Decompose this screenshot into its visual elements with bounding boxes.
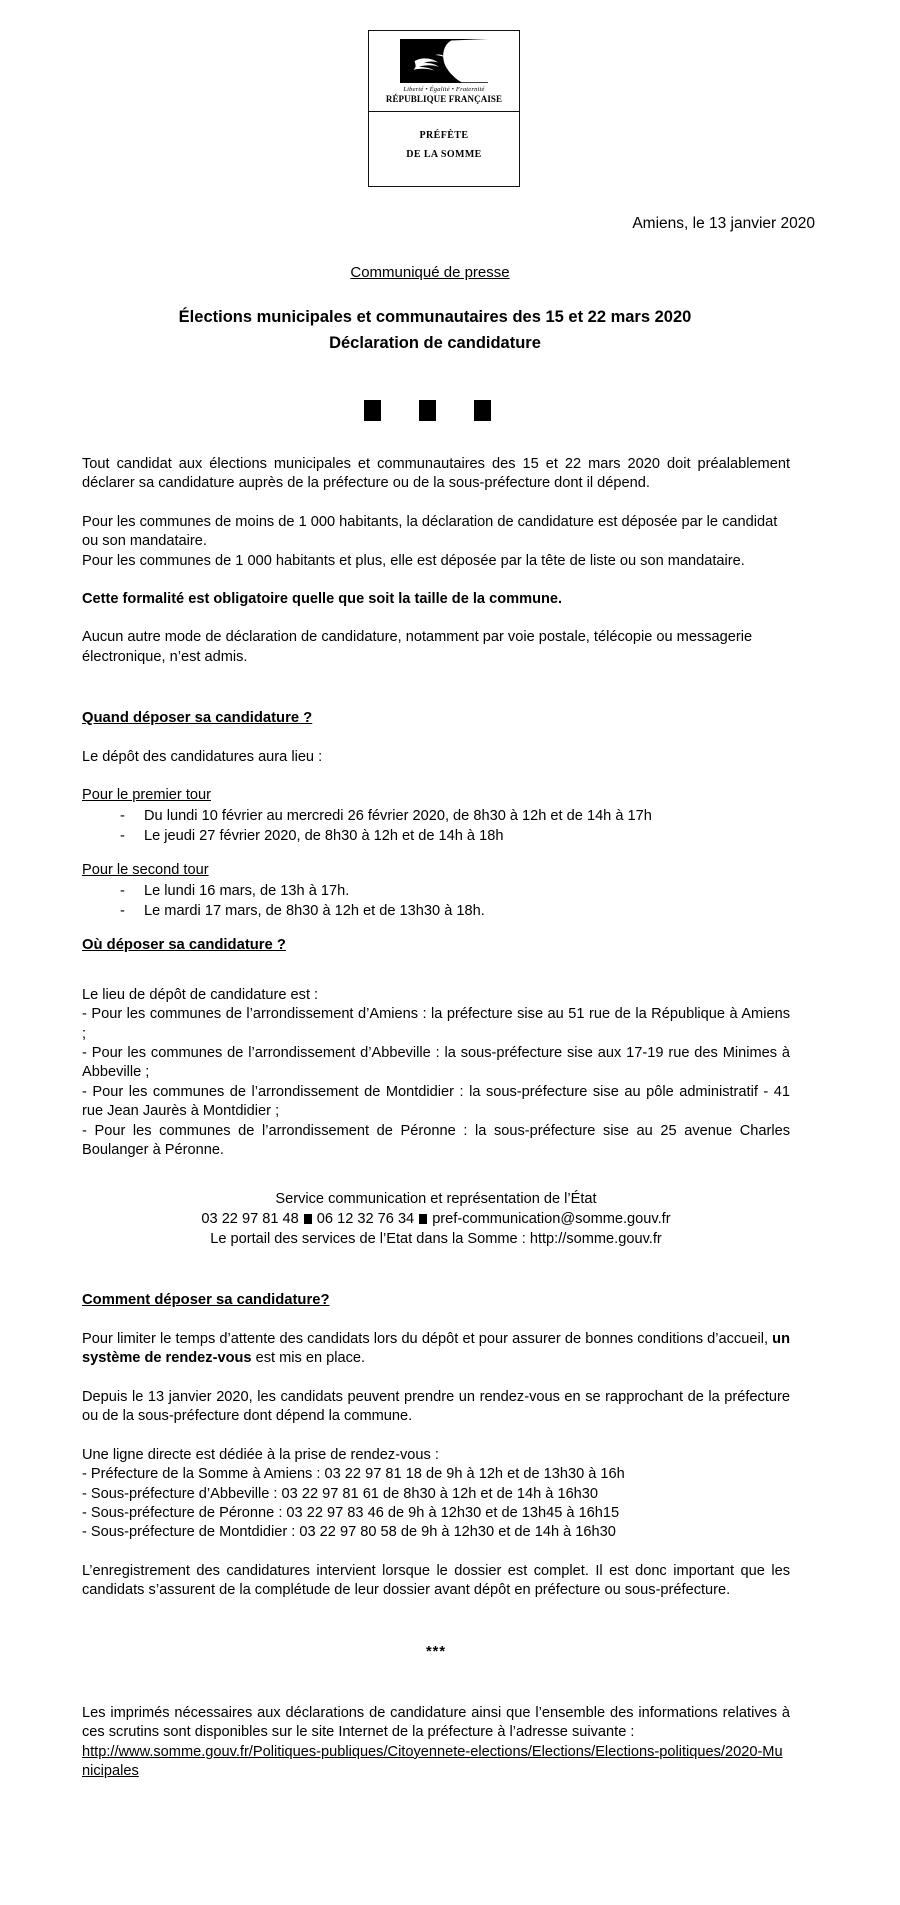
title-line-2: Déclaration de candidature	[329, 333, 541, 352]
title-line-1: Élections municipales et communautaires des 15 et 22 mars 2020	[178, 308, 692, 326]
prefete-label: PRÉFÈTE	[419, 130, 469, 142]
contact-block	[82, 1190, 790, 1249]
list-item: - Du lundi 10 février au mercredi 26 février 2020, de 8h30 à 12h et de 14h à 17h	[82, 806, 790, 827]
ou-item: - Pour les communes de l’arrondissement de Montdidier : la sous-préfecture sise au pôle administratif - 41 rue Jean Jaurès à Montdidier ;	[82, 1083, 790, 1120]
intro-paragraph-bold: Cette formalité est obligatoire quelle que soit la taille de la commune.	[82, 591, 563, 608]
marianne-icon	[400, 39, 488, 83]
heading-comment: Comment déposer sa candidature?	[82, 1292, 330, 1309]
list-item: - Le lundi 16 mars, de 13h à 17h.	[82, 881, 790, 902]
label-premier-tour: Pour le premier tour	[82, 787, 211, 804]
list-item: - Le mardi 17 mars, de 8h30 à 12h et de 13h30 à 18h.	[82, 901, 790, 922]
contact-portal-url[interactable]: http://somme.gouv.fr	[529, 1230, 662, 1247]
list-second-tour	[82, 881, 790, 922]
comment-p1-after: est mis en place.	[251, 1350, 366, 1367]
contact-portal-line	[82, 1230, 790, 1250]
letterhead-prefecture-block	[369, 112, 519, 186]
comment-paragraph-2: Depuis le 13 janvier 2020, les candidats peuvent prendre un rendez-vous en se rapprochant de la préfecture ou de la sous-préfecture dont dépend la commune.	[82, 1388, 790, 1425]
document-kind-text: Communiqué de presse	[350, 264, 510, 281]
footer-url[interactable]: http://www.somme.gouv.fr/Politiques-publiques/Citoyennete-elections/Elections/Elections-politiques/2020-Municipales	[82, 1743, 783, 1780]
comment-paragraph-4: L’enregistrement des candidatures intervient lorsque le dossier est complet. Il est donc important que les candidats s’assurent de la complétude de leur dossier avant dépôt en préfecture ou sous-préfecture.	[82, 1562, 790, 1599]
heading-ou: Où déposer sa candidature ?	[82, 937, 286, 954]
contact-details-line	[82, 1210, 790, 1230]
contact-portal-prefix: Le portail des services de l’Etat dans la Somme :	[210, 1230, 530, 1247]
contact-email[interactable]: pref-communication@somme.gouv.fr	[432, 1211, 671, 1228]
ou-item: - Pour les communes de l’arrondissement d’Amiens : la préfecture sise au 51 rue de la République à Amiens ;	[82, 1006, 790, 1042]
ou-item: - Pour les communes de l’arrondissement de Péronne : la sous-préfecture sise au 25 avenue Charles Boulanger à Péronne.	[82, 1122, 790, 1158]
quand-intro: Le dépôt des candidatures aura lieu :	[82, 748, 323, 765]
page-title	[0, 305, 900, 356]
stars-separator: ***	[425, 1643, 447, 1660]
rdv-line: - Sous-préfecture de Péronne : 03 22 97 83 46 de 9h à 12h30 et de 13h45 à 16h15	[82, 1504, 620, 1521]
square-bullet-icon	[304, 1214, 312, 1224]
square-decoration-icon	[474, 400, 491, 421]
ou-intro: Le lieu de dépôt de candidature est :	[82, 986, 319, 1003]
document-body	[82, 455, 790, 1782]
comment-p1-before: Pour limiter le temps d’attente des candidats lors du dépôt et pour assurer de bonnes conditions d’accueil,	[82, 1331, 773, 1348]
contact-phone-mobile: 06 12 32 76 34	[316, 1211, 415, 1228]
separator-squares	[0, 400, 900, 421]
square-decoration-icon	[419, 400, 436, 421]
intro-paragraph-4: Aucun autre mode de déclaration de candidature, notamment par voie postale, télécopie ou messagerie électronique, n’est admis.	[82, 629, 753, 665]
comment-p1-bold: un système de rendez-vous	[82, 1331, 790, 1367]
de-la-somme-label: DE LA SOMME	[406, 149, 482, 161]
square-bullet-icon	[419, 1214, 427, 1224]
letterhead-republic-block	[369, 31, 519, 112]
dateline: Amiens, le 13 janvier 2020	[632, 215, 815, 232]
square-decoration-icon	[364, 400, 381, 421]
footer-paragraph: Les imprimés nécessaires aux déclarations de candidature ainsi que l’ensemble des informations relatives à ces scrutins sont disponibles sur le site Internet de la préfecture à l’adresse suivante :	[82, 1704, 790, 1741]
contact-phone-fixed: 03 22 97 81 48	[201, 1211, 299, 1228]
rdv-line: - Préfecture de la Somme à Amiens : 03 22 97 81 18 de 9h à 12h et de 13h30 à 16h	[82, 1466, 625, 1483]
rdv-line: - Sous-préfecture d’Abbeville : 03 22 97 81 61 de 8h30 à 12h et de 14h à 16h30	[82, 1485, 599, 1502]
devise-text: Liberté • Égalité • Fraternité	[403, 86, 485, 93]
intro-paragraph-2-line-1: Pour les communes de moins de 1 000 habitants, la déclaration de candidature est déposée par le candidat ou son mandataire.	[82, 513, 778, 550]
comment-paragraph-3: Une ligne directe est dédiée à la prise de rendez-vous :	[82, 1446, 439, 1463]
document-kind-label	[0, 264, 900, 281]
contact-service-label: Service communication et représentation de l’État	[275, 1191, 597, 1208]
ou-item: - Pour les communes de l’arrondissement d’Abbeville : la sous-préfecture sise aux 17-19 rue des Minimes à Abbeville ;	[82, 1044, 790, 1081]
intro-paragraph-2-line-2: Pour les communes de 1 000 habitants et plus, elle est déposée par la tête de liste ou son mandataire.	[82, 552, 745, 569]
intro-paragraph-1: Tout candidat aux élections municipales et communautaires des 15 et 22 mars 2020 doit préalablement déclarer sa candidature auprès de la préfecture ou de la sous-préfecture dont il dépend.	[82, 456, 790, 492]
letterhead-box	[368, 30, 520, 187]
list-premier-tour	[82, 806, 790, 847]
rdv-line: - Sous-préfecture de Montdidier : 03 22 97 80 58 de 9h à 12h30 et de 14h à 16h30	[82, 1524, 616, 1541]
republique-francaise-text: RÉPUBLIQUE FRANÇAISE	[385, 94, 503, 105]
heading-quand: Quand déposer sa candidature ?	[82, 710, 313, 727]
comment-paragraph-1	[82, 1330, 790, 1369]
label-second-tour: Pour le second tour	[82, 862, 209, 879]
list-item: - Le jeudi 27 février 2020, de 8h30 à 12h et de 14h à 18h	[82, 826, 790, 847]
